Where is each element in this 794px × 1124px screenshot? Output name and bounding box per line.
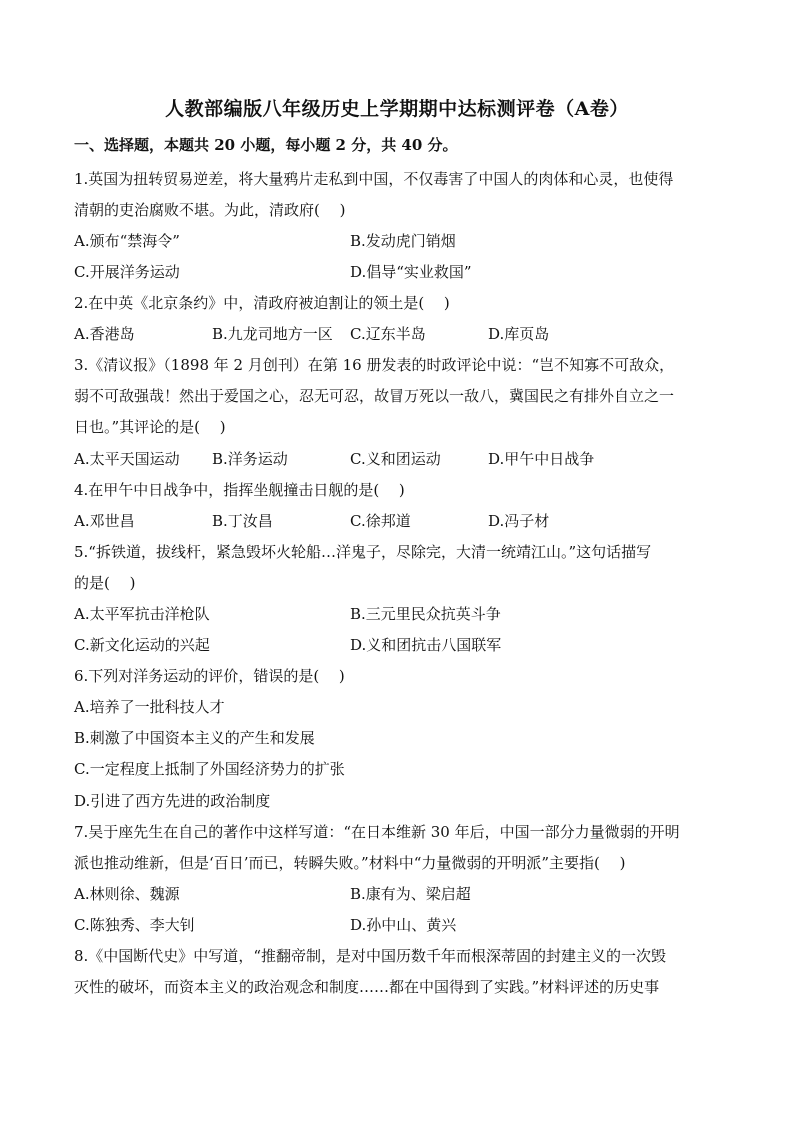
question-4-option-d: D.冯子材 — [488, 512, 550, 530]
question-4-stem-line-1: 4.在甲午中日战争中，指挥坐舰撞击日舰的是( ) — [74, 481, 405, 499]
question-7-option-b: B.康有为、梁启超 — [350, 885, 471, 903]
question-4-option-a: A.邓世昌 — [74, 512, 135, 530]
question-1-option-c: C.开展洋务运动 — [74, 263, 180, 281]
question-7-stem-line-2: 派也推动维新，但是‘百日’而已，转瞬失败。”材料中“力量微弱的开明派”主要指( ) — [74, 854, 626, 872]
question-2-option-c: C.辽东半岛 — [350, 325, 426, 343]
question-6-stem-line-1: 6.下列对洋务运动的评价，错误的是( ) — [74, 667, 345, 685]
question-5-stem-line-2: 的是( ) — [74, 574, 136, 592]
question-3-stem-line-2: 弱不可敌强哉！然出于爱国之心，忍无可忍，故冒万死以一敌八，冀国民之有排外自立之一 — [74, 387, 675, 405]
section-heading: 一、选择题，本题共 20 小题，每小题 2 分，共 40 分。 — [74, 136, 458, 154]
question-3-option-c: C.义和团运动 — [350, 450, 441, 468]
question-1-option-d: D.倡导“实业救国” — [350, 263, 472, 281]
question-6-option-d: D.引进了西方先进的政治制度 — [74, 792, 271, 810]
question-2-stem-line-1: 2.在中英《北京条约》中，清政府被迫割让的领土是( ) — [74, 294, 450, 312]
question-5-option-c: C.新文化运动的兴起 — [74, 636, 210, 654]
question-1-option-a: A.颁布“禁海令” — [74, 232, 180, 250]
question-2-option-d: D.库页岛 — [488, 325, 550, 343]
question-5-option-a: A.太平军抗击洋枪队 — [74, 605, 210, 623]
question-2-option-a: A.香港岛 — [74, 325, 135, 343]
question-4-option-c: C.徐邦道 — [350, 512, 411, 530]
question-8-stem-line-2: 灭性的破坏，而资本主义的政治观念和制度……都在中国得到了实践。”材料评述的历史事 — [74, 978, 660, 996]
question-3-option-d: D.甲午中日战争 — [488, 450, 595, 468]
question-6-option-b: B.刺激了中国资本主义的产生和发展 — [74, 729, 315, 747]
question-7-stem-line-1: 7.吴于座先生在自己的著作中这样写道：“在日本维新 30 年后，中国一部分力量微弱的开明 — [74, 823, 680, 841]
question-5-option-b: B.三元里民众抗英斗争 — [350, 605, 501, 623]
question-8-stem-line-1: 8.《中国断代史》中写道，“推翻帝制，是对中国历数千年而根深蒂固的封建主义的一次毁 — [74, 947, 666, 965]
question-3-option-a: A.太平天国运动 — [74, 450, 180, 468]
question-3-stem-line-1: 3.《清议报》（1898 年 2 月创刊）在第 16 册发表的时政评论中说：“岂不知寡不可敌众， — [74, 356, 675, 374]
question-4-option-b: B.丁汝昌 — [212, 512, 273, 530]
question-6-option-a: A.培养了一批科技人才 — [74, 698, 225, 716]
question-5-stem-line-1: 5.“拆铁道，拔线杆，紧急毁坏火轮船…洋鬼子，尽除完，大清一统靖江山。”这句话描写 — [74, 543, 652, 561]
question-1-stem-line-1: 1.英国为扭转贸易逆差，将大量鸦片走私到中国，不仅毒害了中国人的肉体和心灵，也使得 — [74, 170, 674, 188]
question-1-stem-line-2: 清朝的吏治腐败不堪。为此，清政府( ) — [74, 201, 346, 219]
exam-title: 人教部编版八年级历史上学期期中达标测评卷（A卷） — [165, 98, 629, 120]
question-7-option-a: A.林则徐、魏源 — [74, 885, 180, 903]
question-2-option-b: B.九龙司地方一区 — [212, 325, 333, 343]
question-5-option-d: D.义和团抗击八国联军 — [350, 636, 502, 654]
question-6-option-c: C.一定程度上抵制了外国经济势力的扩张 — [74, 760, 345, 778]
question-1-option-b: B.发动虎门销烟 — [350, 232, 456, 250]
question-7-option-c: C.陈独秀、李大钊 — [74, 916, 195, 934]
question-3-option-b: B.洋务运动 — [212, 450, 288, 468]
question-7-option-d: D.孙中山、黄兴 — [350, 916, 457, 934]
question-3-stem-line-3: 日也。”其评论的是( ) — [74, 418, 226, 436]
